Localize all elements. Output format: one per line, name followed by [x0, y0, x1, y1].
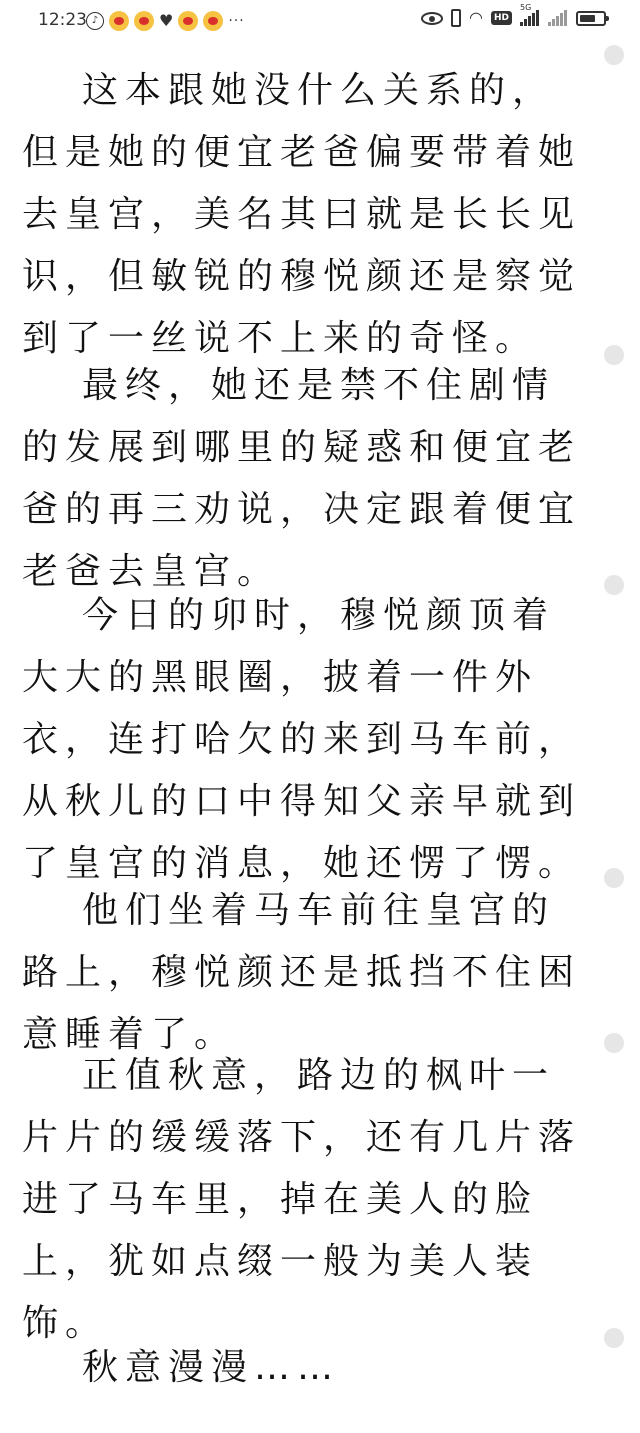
more-icon: ··· [228, 13, 245, 29]
paragraph-comment-icon[interactable] [604, 345, 624, 365]
hd-icon: HD [491, 11, 512, 25]
paragraph-comment-icon[interactable] [604, 868, 624, 888]
paragraph-text: 秋意漫漫…… [82, 1347, 341, 1388]
mode-icon: ♪ [86, 12, 104, 30]
paragraph-comment-icon[interactable] [604, 1033, 624, 1053]
paragraph-comment-icon[interactable] [604, 45, 624, 65]
paragraph-comment-icon[interactable] [604, 1328, 624, 1348]
paragraph-text: 最终，她还是禁不住剧情的发展到哪里的疑惑和便宜老爸的再三劝说，决定跟着便宜老爸去皇宫。 [22, 365, 582, 592]
status-time: 12:23 [38, 10, 87, 30]
signal-5g-icon: 5G [520, 10, 540, 26]
paragraph-text: 今日的卯时，穆悦颜顶着大大的黑眼圈，披着一件外衣，连打哈欠的来到马车前，从秋儿的口中得知父亲早就到了皇宫的消息，她还愣了愣。 [22, 595, 582, 884]
paragraph-text: 正值秋意，路边的枫叶一片片的缓缓落下，还有几片落进了马车里，掉在美人的脸上，犹如点缀一般为美人装饰。 [22, 1055, 582, 1344]
paragraph-text: 他们坐着马车前往皇宫的路上，穆悦颜还是抵挡不住困意睡着了。 [22, 890, 582, 1055]
heart-icon: ♥ [159, 11, 174, 30]
paragraph-comment-icon[interactable] [604, 575, 624, 595]
paragraph-text: 这本跟她没什么关系的，但是她的便宜老爸偏要带着她去皇宫，美名其曰就是长长见识，但敏锐的穆悦颜还是察觉到了一丝说不上来的奇怪。 [22, 70, 582, 359]
wifi-icon: ◠ [469, 8, 483, 27]
